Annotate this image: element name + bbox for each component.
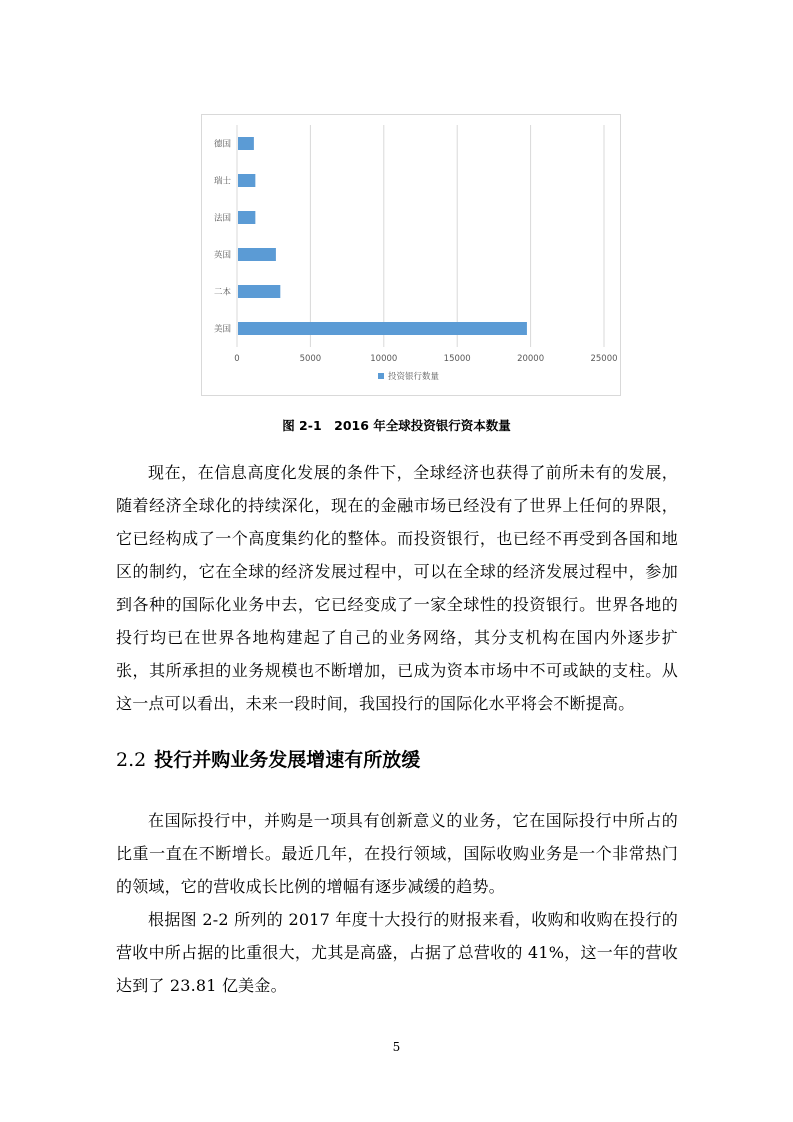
figure-caption: 图 2-1 2016 年全球投资银行资本数量 [282,418,511,433]
chart-canvas [202,115,622,397]
x-tick-label: 10000 [370,354,398,364]
y-category-label: 美国 [213,324,231,335]
x-tick-label: 15000 [443,354,471,364]
x-tick-label: 0 [234,354,240,364]
x-tick-label: 25000 [590,354,618,364]
bar [238,322,527,335]
x-tick-label: 5000 [299,354,322,364]
bar [238,174,255,187]
y-category-label: 英国 [213,250,231,261]
bar [238,285,280,298]
section-number: 2.2 [116,749,147,771]
section-heading [116,745,420,772]
x-tick-label: 20000 [517,354,545,364]
paragraph-revenue: 根据图 2-2 所列的 2017 年度十大投行的财报来看，收购和收购在投行的营收中所占据的比重很大，尤其是高盛，占据了总营收的 41%，这一年的营收达到了 23.81 亿美金。 [116,910,678,995]
page-number: 5 [392,1040,401,1054]
legend-label: 投资银行数量 [388,372,440,382]
bar [238,137,254,150]
section-title: 投行并购业务发展增速有所放缓 [154,749,421,771]
y-category-label: 二本 [213,287,231,298]
legend-swatch [378,373,384,379]
bar [238,211,255,224]
y-category-label: 瑞士 [213,176,231,187]
bar-chart [201,114,621,396]
paragraph-globalization: 现在，在信息高度化发展的条件下，全球经济也获得了前所未有的发展，随着经济全球化的持续深化，现在的金融市场已经没有了世界上任何的界限，它已经构成了一个高度集约化的整体。而投资银行，也已经不再受到各国和地区的制约，它在全球的经济发展过程中，可以在全球的经济发展过程中，参加到各种的国际化业务中去，它已经变成了一家全球性的投资银行。世界各地的投行均已在世界各地构建起了自己的业务网络，其分支机构在国内外逐步扩张，其所承担的业务规模也不断增加，已成为资本市场中不可或缺的支柱。从这一点可以看出，未来一段时间，我国投行的国际化水平将会不断提高。 [116,463,678,713]
y-category-label: 法国 [213,213,231,224]
y-category-label: 德国 [213,139,231,150]
paragraph-mna: 在国际投行中，并购是一项具有创新意义的业务，它在国际投行中所占的比重一直在不断增长。最近几年，在投行领域，国际收购业务是一个非常热门的领域，它的营收成长比例的增幅有逐步减缓的趋势。 [116,811,678,896]
bar [238,248,276,261]
